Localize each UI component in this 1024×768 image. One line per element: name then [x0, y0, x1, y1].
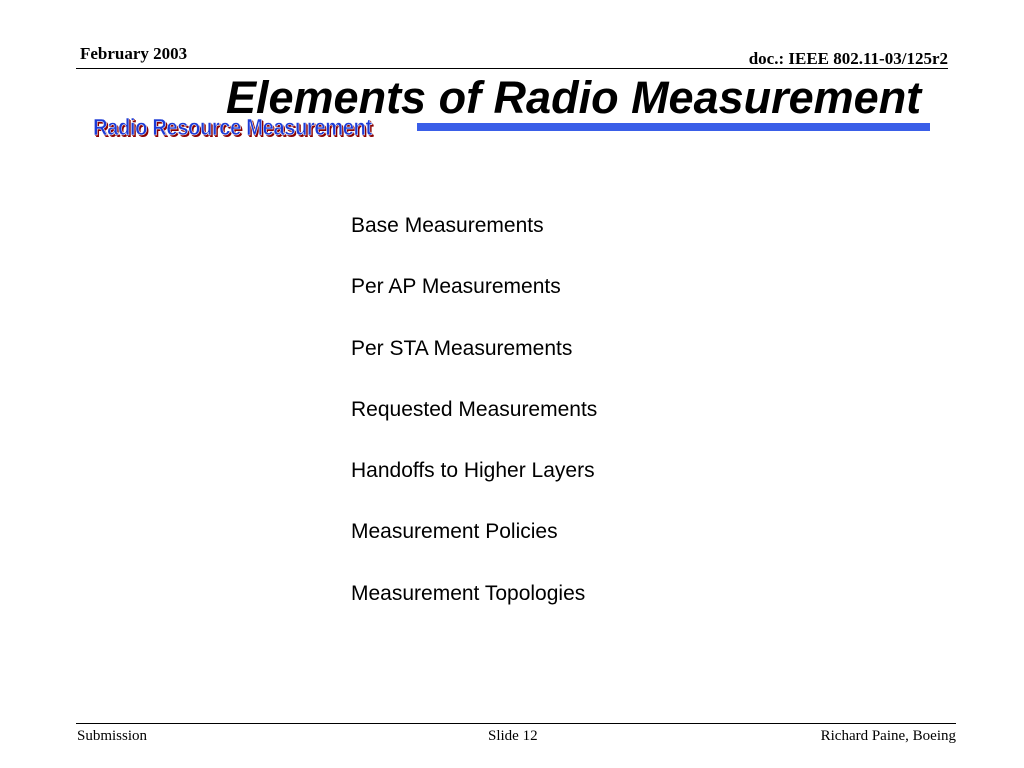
radio-resource-measurement-logo: Radio Resource Measurement: [93, 114, 372, 140]
list-item: Per AP Measurements: [351, 275, 561, 299]
header-doc-id: doc.: IEEE 802.11-03/125r2: [748, 49, 948, 68]
list-item: Measurement Policies: [351, 520, 558, 544]
footer-slide-number: Slide 12: [488, 728, 538, 744]
footer-author: Richard Paine, Boeing: [820, 728, 956, 744]
footer-submission: Submission: [77, 728, 148, 744]
title-accent-bar: [417, 123, 930, 131]
header-divider: [76, 68, 948, 69]
slide-title: Elements of Radio Measurement: [226, 72, 922, 123]
list-item: Handoffs to Higher Layers: [351, 459, 595, 483]
list-item: Per STA Measurements: [351, 336, 573, 360]
footer-divider: [76, 723, 956, 724]
list-item: Requested Measurements: [351, 397, 598, 421]
header-date: February 2003: [80, 44, 188, 63]
measurement-elements-list: [351, 211, 597, 640]
list-item: Measurement Topologies: [351, 581, 586, 605]
list-item: Base Measurements: [351, 214, 544, 237]
